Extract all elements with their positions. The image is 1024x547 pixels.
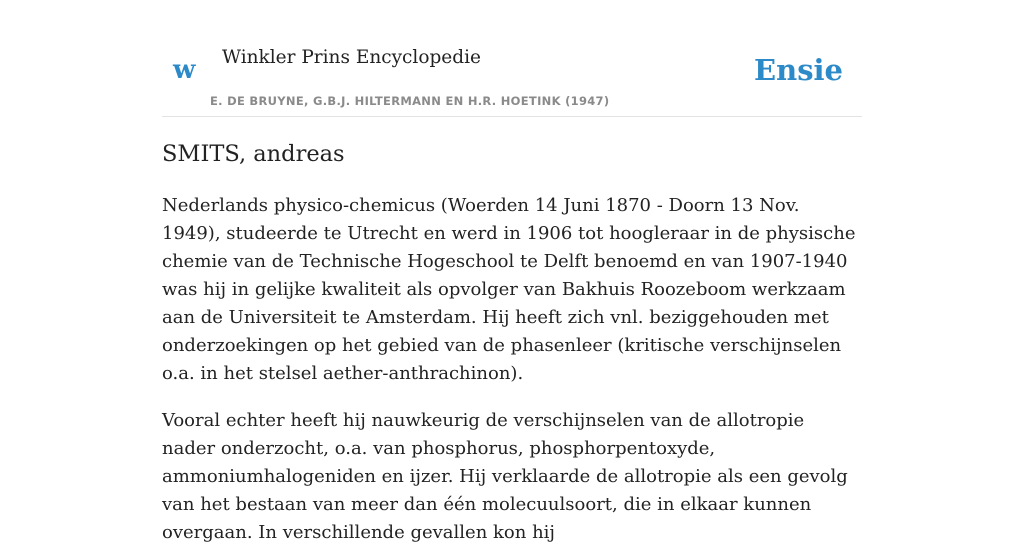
source-authors: E. DE BRUYNE, G.B.J. HILTERMANN EN H.R. HOETINK (1947) xyxy=(210,94,610,108)
article-paragraph: Nederlands physico-chemicus (Woerden 14 Juni 1870 - Doorn 13 Nov. 1949), studeerde te Utrecht en werd in 1906 tot hoogleraar in de physische chemie van de Technische Hogeschool te Delft benoemd en van 1907-1940 was hij in gelijke kwaliteit als opvolger van Bakhuis Roozeboom werkzaam aan de Universiteit te Amsterdam. Hij heeft zich vnl. beziggehouden met onderzoekingen op het gebied van de phasenleer (kritische verschijnselen o.a. in het stelsel aether-anthrachinon). xyxy=(162,195,856,384)
entry-title: SMITS, andreas xyxy=(162,141,345,167)
article xyxy=(162,138,862,547)
brand-logo-link[interactable]: Ensie xyxy=(754,53,843,87)
article-paragraph: Vooral echter heeft hij nauwkeurig de verschijnselen van de allotropie nader onderzocht, o.a. van phosphorus, phosphorpentoxyde, ammoniumhalogeniden en ijzer. Hij verklaarde de allotropie als een gevolg van het bestaan van meer dan één molecuulsoort, die in elkaar kunnen overgaan. In verschillende gevallen kon hij xyxy=(162,410,848,543)
source-header xyxy=(162,0,862,117)
source-title[interactable]: Winkler Prins Encyclopedie xyxy=(222,47,481,68)
source-logo[interactable]: w xyxy=(173,55,196,85)
